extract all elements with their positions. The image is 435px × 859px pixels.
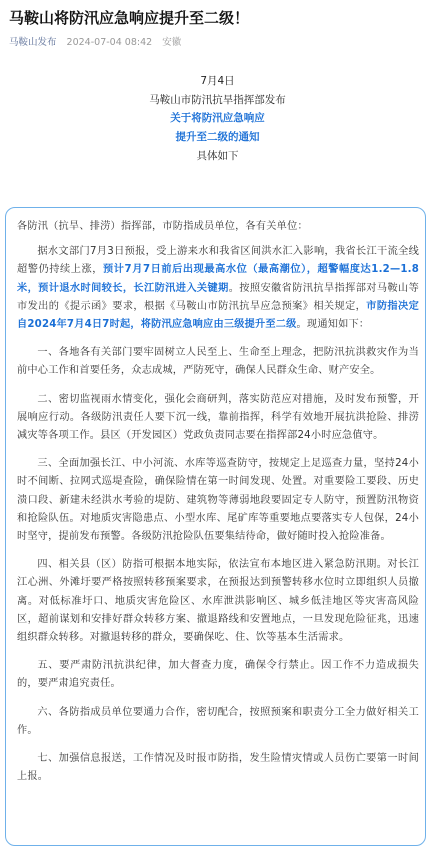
notice-title-line-1: 关于将防汛应急响应 xyxy=(170,112,265,125)
date-line: 7月4日 xyxy=(200,75,235,87)
intro-text-3: 。现通知如下： xyxy=(296,319,370,331)
source-account-link[interactable]: 马鞍山发布 xyxy=(9,37,57,48)
intro-text-1: 据水文部门7月3日预报，受上游来水和我省区间洪水汇入影响，我省长江干流全线超警仍持续上涨， xyxy=(17,246,419,276)
notice-item-7: 七、加强信息报送，工作情况及时报市防指，发生险情灾情或人员伤亡要第一时间上报。 xyxy=(17,753,419,783)
intro-highlight-forecast: 预计7月7日前后出现最高水位（最高潮位），超警幅度达1.2—1.8米，预计退水时间较长，长江防汛进入关键期 xyxy=(17,264,419,294)
notice-item-5: 五、要严肃防汛抗洪纪律，加大督查力度，确保令行禁止。因工作不力造成损失的，要严肃追究责任。 xyxy=(17,660,419,690)
details-line: 具体如下 xyxy=(196,149,239,162)
publish-date: 2024-07-04 08:42 xyxy=(66,37,153,48)
intro-highlight-decision: 市防指决定自2024年7月4日7时起，将防汛应急响应由三级提升至二级 xyxy=(17,300,419,331)
notice-box xyxy=(5,207,426,846)
publish-location: 安徽 xyxy=(162,37,182,48)
notice-item-2: 二、密切监视雨水情变化，强化会商研判，落实防范应对措施，及时发布预警，开展响应行动。各级防汛责任人要下沉一线，靠前指挥，科学有效地开展抗洪抢险、排涝减灾等各项工作。县区（开发园区）党政负责同志要在指挥部24小时应急值守。 xyxy=(17,393,419,442)
notice-item-6: 六、各防指成员单位要通力合作，密切配合，按照预案和职责分工全力做好相关工作。 xyxy=(17,706,419,736)
notice-item-3: 三、全面加强长江、中小河流、水库等巡查防守，按规定上足巡查力量，坚持24小时不间断、拉网式巡堤查险，确保险情在第一时间发现、处置。对重要险工要段、历史溃口段、新建未经洪水考验的堤防、建筑物等薄弱地段要固定专人防守，预置防汛物资和抢险队伍。对地质灾害隐患点、小型水库、尾矿库等重要地点要落实专人包保，24小时坚守，提前发布预警。各级防汛抢险队伍要集结待命，做好随时投入抢险准备。 xyxy=(17,458,419,543)
notice-intro-paragraph xyxy=(17,243,419,334)
notice-title-line-2: 提升至二级的通知 xyxy=(175,131,260,144)
notice-header xyxy=(0,72,435,166)
notice-salutation: 各防汛（抗旱、排涝）指挥部，市防指成员单位，各有关单位： xyxy=(17,221,308,232)
article-meta xyxy=(9,37,427,49)
issuer-line: 马鞍山市防汛抗旱指挥部发布 xyxy=(149,93,286,106)
article-title: 马鞍山将防汛应急响应提升至二级！ xyxy=(9,9,250,27)
notice-item-1: 一、各地各有关部门要牢固树立人民至上、生命至上理念，把防汛抗洪救灾作为当前中心工作和首要任务，众志成城，严防死守，确保人民群众生命、财产安全。 xyxy=(17,347,419,377)
notice-item-4: 四、相关县（区）防指可根据本地实际，依法宣布本地区进入紧急防汛期。对长江江心洲、外滩圩要严格按照转移预案要求，在预报达到预警转移水位时立即组织人员撤离。对低标准圩口、地质灾害危险区、水库泄洪影响区、城乡低洼地区等灾害高风险区，超前谋划和安排好群众转移方案、撤退路线和安置地点，一旦发现危险征兆，迅速组织群众转移。对撤退转移的群众，要确保吃、住、饮等基本生活需求。 xyxy=(17,559,419,644)
intro-text-2: 。按照安徽省防汛抗旱指挥部对马鞍山等市发出的《提示函》要求，根据《马鞍山市防汛抗旱应急预案》相关规定， xyxy=(17,282,419,312)
